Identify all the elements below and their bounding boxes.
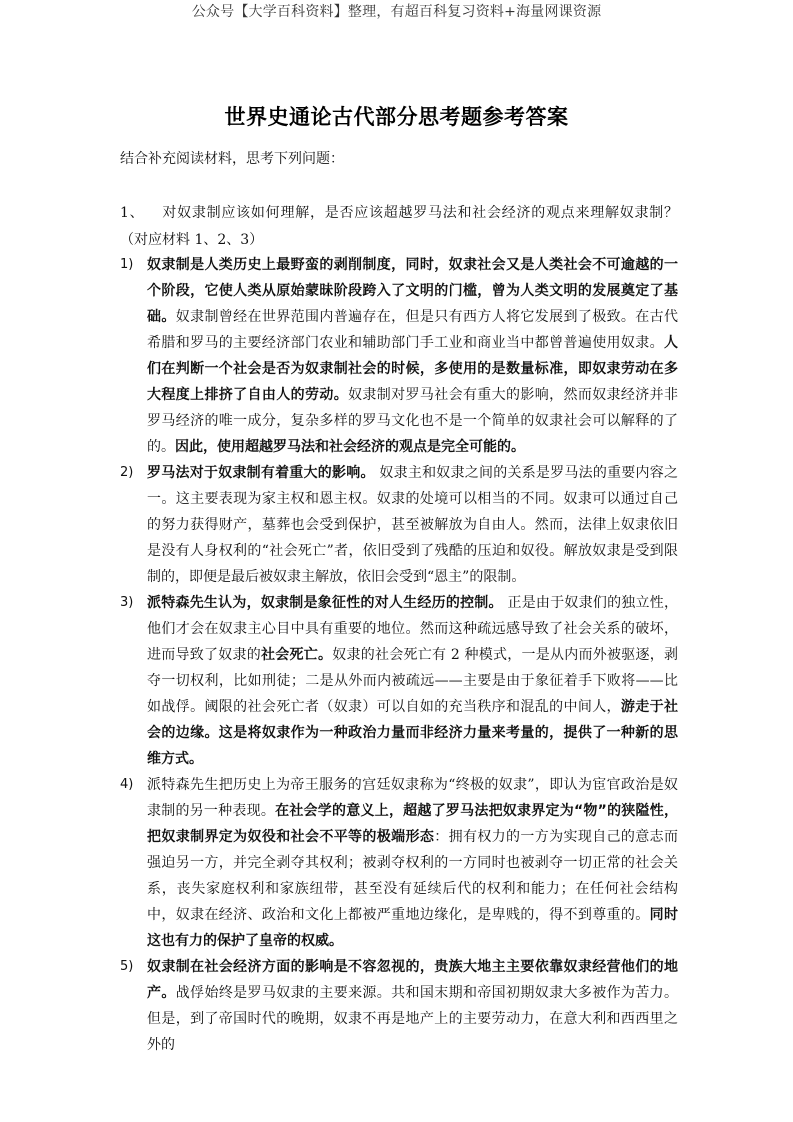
answer-text-bold: 在社会学的意义上，超越了罗马法把奴隶界定为“物”的狭隘性，把奴隶制界定为奴役和社会不平等的极端形态 [147,803,678,845]
answer-text: 奴隶主和奴隶之间的关系是罗马法的重要内容之一。这主要表现为家主权和恩主权。奴隶的处境可以相当的不同。奴隶可以通过自己的努力获得财产，墓葬也会受到保护，甚至被解放为自由人。然而，法律上奴隶依旧是没有人身权利的“社会死亡”者，依旧受到了残酷的压迫和奴役。解放奴隶是受到限制的，即便是最后被奴隶主解放，依旧会受到“恩主”的限制。 [147,465,679,585]
intro-text: 结合补充阅读材料，思考下列问题： [120,151,344,167]
question-number: 1、 [120,205,145,221]
answer-text: 奴隶的社会死亡有 2 种模式，一是从内而外被驱逐，剥夺一切权利，比如刑徒；二是从外而内被疏远——主要是由于象征着手下败将——比如战俘。阈限的社会死亡者（奴隶）可以自如的充当秩序和混乱的中间人， [147,647,679,715]
answer-marker: 1) [120,257,134,272]
answer-text: 派特森先生把历史上为帝王服务的宫廷奴隶称为“终极的奴隶”，即认为宦官政治是奴隶制的另一种表现。 [147,777,678,819]
question-1 [120,200,678,254]
answer-text-bold: 同时这也有力的保护了皇帝的权威。 [147,907,679,949]
answer-item-3 [120,590,678,772]
question-text: 对奴隶制应该如何理解，是否应该超越罗马法和社会经济的观点来理解奴隶制？（对应材料 1、2、3） [120,205,678,248]
answer-text-bold: 派特森先生认为，奴隶制是象征性的对人生经历的控制。 [147,595,503,611]
answer-item-5 [120,954,678,1058]
answer-text: 奴隶制对罗马社会有重大的影响，然而奴隶经济并非罗马经济的唯一成分，复杂多样的罗马文化也不是一个简单的奴隶社会可以解释的了的。 [147,387,679,455]
answer-text: 战俘始终是罗马奴隶的主要来源。共和国末期和帝国初期奴隶大多被作为苦力。但是，到了帝国时代的晚期，奴隶不再是地产上的主要劳动力，在意大利和西西里之外的 [147,985,679,1053]
answer-item-2 [120,460,678,590]
answer-text-bold: 游走于社会的边缘。这是将奴隶作为一种政治力量而非经济力量来考量的，提供了一种新的思维方式。 [147,699,679,767]
answer-list [120,252,678,1058]
answer-item-4 [120,772,678,954]
answer-item-1 [120,252,678,460]
answer-marker: 4) [120,777,134,792]
answer-text-bold: 罗马法对于奴隶制有着重大的影响。 [147,465,375,481]
page-title: 世界史通论古代部分思考题参考答案 [224,105,569,129]
answer-text: 奴隶制曾经在世界范围内普遍存在，但是只有西方人将它发展到了极致。在古代希腊和罗马的主要经济部门农业和辅助部门手工业和商业当中都曾普遍使用奴隶。 [147,309,679,351]
answer-text-bold: 社会死亡。 [261,647,333,663]
answer-marker: 3) [120,595,134,610]
answer-text-bold: 奴隶制是人类历史上最野蛮的剥削制度，同时，奴隶社会又是人类社会不可逾越的一个阶段，它使人类从原始蒙昧阶段跨入了文明的门槛，曾为人类文明的发展奠定了基础。 [147,257,678,325]
answer-text: ：拥有权力的一方为实现自己的意志而强迫另一方，并完全剥夺其权利；被剥夺权利的一方同时也被剥夺一切正常的社会关系，丧失家庭权利和家族纽带，甚至没有延续后代的权利和能力；在任何社会结构中，奴隶在经济、政治和文化上都被严重地边缘化，是卑贱的，得不到尊重的。 [147,829,679,923]
answer-text-bold: 人们在判断一个社会是否为奴隶制社会的时候，多使用的是数量标准，即奴隶劳动在多大程度上排挤了自由人的劳动。 [147,335,678,403]
answer-text: 正是由于奴隶们的独立性，他们才会在奴隶主心目中具有重要的地位。然而这种疏远感导致了社会关系的破坏，进而导致了奴隶的 [147,595,679,663]
answer-marker: 5) [120,959,134,974]
page-header: 公众号【大学百科资料】整理，有超百科复习资料+海量网课资源 [191,4,602,20]
answer-text-bold: 奴隶制在社会经济方面的影响是不容忽视的，贵族大地主主要依靠奴隶经营他们的地产。 [147,959,678,1001]
answer-text-bold: 因此，使用超越罗马法和社会经济的观点是完全可能的。 [175,439,525,455]
answer-marker: 2) [120,465,134,480]
